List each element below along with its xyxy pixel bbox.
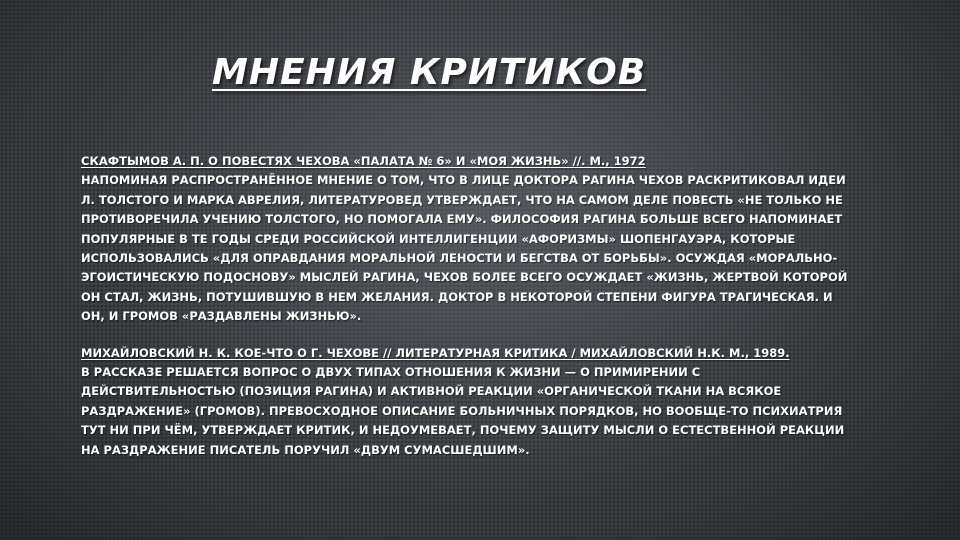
critiques-text-box [81,152,856,460]
critique-source: МИХАЙЛОВСКИЙ Н. К. КОЕ-ЧТО О Г. ЧЕХОВЕ // ЛИТЕРАТУРНАЯ КРИТИКА / МИХАЙЛОВСКИЙ Н.К. М., 1989. [81,345,790,360]
critique-block-skaftymov [81,152,856,327]
critique-text: В РАССКАЗЕ РЕШАЕТСЯ ВОПРОС О ДВУХ ТИПАХ ОТНОШЕНИЯ К ЖИЗНИ — О ПРИМИРЕНИИ С ДЕЙСТВИТЕЛЬНОСТЬЮ (ПОЗИЦИЯ РАГИНА) И АКТИВНОЙ РЕАКЦИИ «ОРГАНИЧЕСКОЙ ТКАНИ НА ВСЯКОЕ РАЗДРАЖЕНИЕ» (ГРОМОВ). ПРЕВОСХОДНОЕ ОПИСАНИЕ БОЛЬНИЧНЫХ ПОРЯДКОВ, НО ВООБЩЕ-ТО ПСИХИАТРИЯ ТУТ НИ ПРИ ЧЁМ, УТВЕРЖДАЕТ КРИТИК, И НЕДОУМЕВАЕТ, ПОЧЕМУ ЗАЩИТУ МЫСЛИ О ЕСТЕСТВЕННОЙ РЕАКЦИИ НА РАЗДРАЖЕНИЕ ПИСАТЕЛЬ ПОРУЧИЛ «ДВУМ СУМАСШЕДШИМ». [81,365,845,457]
critique-text: НАПОМИНАЯ РАСПРОСТРАНЁННОЕ МНЕНИЕ О ТОМ, ЧТО В ЛИЦЕ ДОКТОРА РАГИНА ЧЕХОВ РАСКРИТИКОВАЛ ИДЕИ Л. ТОЛСТОГО И МАРКА АВРЕЛИЯ, ЛИТЕРАТУРОВЕД УТВЕРЖДАЕТ, ЧТО НА САМОМ ДЕЛЕ ПОВЕСТЬ «НЕ ТОЛЬКО НЕ ПРОТИВОРЕЧИЛА УЧЕНИЮ ТОЛСТОГО, НО ПОМОГАЛА ЕМУ». ФИЛОСОФИЯ РАГИНА БОЛЬШЕ ВСЕГО НАПОМИНАЕТ ПОПУЛЯРНЫЕ В ТЕ ГОДЫ СРЕДИ РОССИЙСКОЙ ИНТЕЛЛИГЕНЦИИ «АФОРИЗМЫ» ШОПЕНГАУЭРА, КОТОРЫЕ ИСПОЛЬЗОВАЛИСЬ «ДЛЯ ОПРАВДАНИЯ МОРАЛЬНОЙ ЛЕНОСТИ И БЕГСТВА ОТ БОРЬБЫ». ОСУЖДАЯ «МОРАЛЬНО-ЭГОИСТИЧЕСКУЮ ПОДОСНОВУ» МЫСЛЕЙ РАГИНА, ЧЕХОВ БОЛЕЕ ВСЕГО ОСУЖДАЕТ «ЖИЗНЬ, ЖЕРТВОЙ КОТОРОЙ ОН СТАЛ, ЖИЗНЬ, ПОТУШИВШУЮ В НЕМ ЖЕЛАНИЯ. ДОКТОР В НЕКОТОРОЙ СТЕПЕНИ ФИГУРА ТРАГИЧЕСКАЯ. И ОН, И ГРОМОВ «РАЗДАВЛЕНЫ ЖИЗНЬЮ». [81,173,848,324]
critique-block-mikhailovsky [81,344,856,460]
slide-title: МНЕНИЯ КРИТИКОВ [212,52,647,93]
critique-source: СКАФТЫМОВ А. П. О ПОВЕСТЯХ ЧЕХОВА «ПАЛАТА № 6» И «МОЯ ЖИЗНЬ» //. М., 1972 [81,154,646,168]
